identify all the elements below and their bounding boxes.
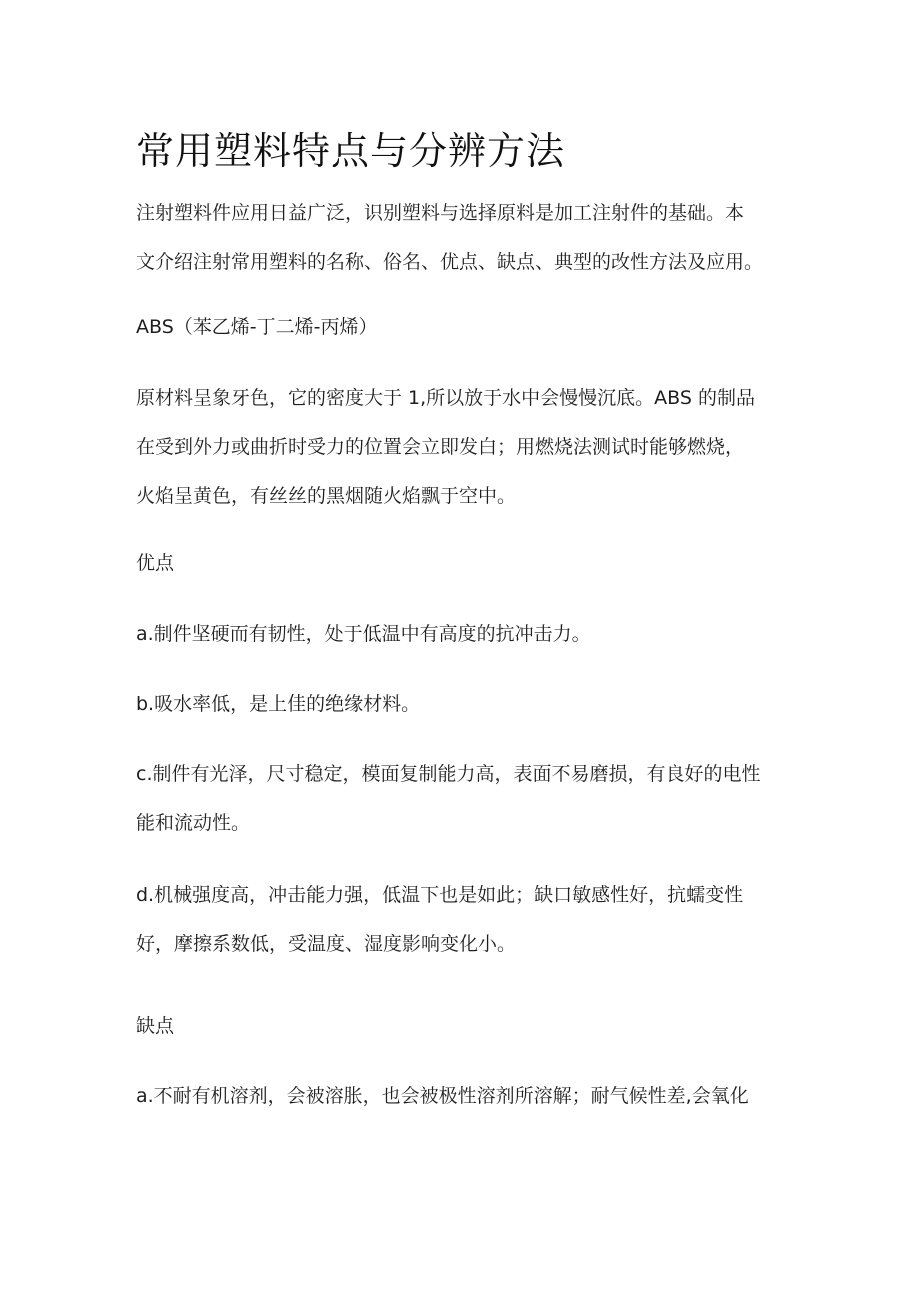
advantage-item-a: a.制件坚硬而有韧性，处于低温中有高度的抗冲击力。 bbox=[136, 623, 591, 645]
abs-description-line: 火焰呈黄色，有丝丝的黑烟随火焰飘于空中。 bbox=[136, 485, 517, 507]
advantage-item-d bbox=[136, 871, 743, 969]
abs-heading: ABS（苯乙烯-丁二烯-丙烯） bbox=[136, 316, 378, 338]
intro-line: 文介绍注射常用塑料的名称、俗名、优点、缺点、典型的改性方法及应用。 bbox=[136, 251, 764, 273]
abs-description-line: 原材料呈象牙色，它的密度大于 1,所以放于水中会慢慢沉底。ABS 的制品 bbox=[136, 387, 755, 409]
abs-description-paragraph bbox=[136, 374, 755, 521]
advantage-c-line: 能和流动性。 bbox=[136, 812, 251, 834]
abs-description-line: 在受到外力或曲折时受力的位置会立即发白；用燃烧法测试时能够燃烧， bbox=[136, 436, 745, 458]
disadvantages-heading: 缺点 bbox=[136, 1015, 175, 1037]
advantage-d-line: d.机械强度高，冲击能力强，低温下也是如此；缺口敏感性好，抗蠕变性 bbox=[136, 884, 744, 906]
disadvantage-item-a: a.不耐有机溶剂，会被溶胀，也会被极性溶剂所溶解；耐气候性差,会氧化 bbox=[136, 1085, 749, 1107]
advantage-d-line: 好，摩擦系数低，受温度、湿度影响变化小。 bbox=[136, 933, 517, 955]
page-title: 常用塑料特点与分辨方法 bbox=[136, 129, 566, 173]
intro-paragraph bbox=[136, 189, 763, 287]
advantage-item-b: b.吸水率低，是上佳的绝缘材料。 bbox=[136, 693, 421, 715]
intro-line: 注射塑料件应用日益广泛，识别塑料与选择原料是加工注射件的基础。本 bbox=[136, 202, 745, 224]
advantage-c-line: c.制件有光泽，尺寸稳定，模面复制能力高，表面不易磨损，有良好的电性 bbox=[136, 763, 761, 785]
advantage-item-c bbox=[136, 750, 761, 848]
advantages-heading: 优点 bbox=[136, 552, 175, 574]
